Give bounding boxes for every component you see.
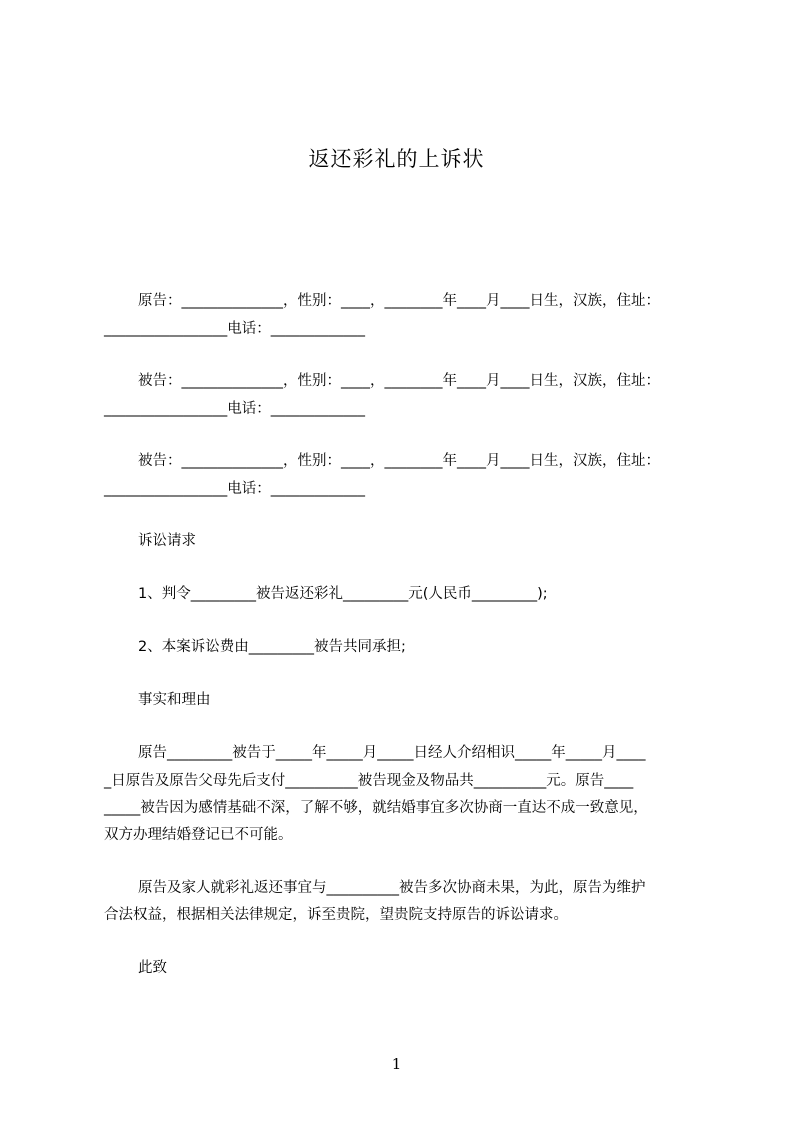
claims-heading: 诉讼请求: [138, 533, 196, 549]
party-line-1: 原告：______________，性别：____，________年____月____日生，汉族，住址：: [138, 293, 660, 309]
paragraph-line: 双方办理结婚登记已不可能。: [104, 827, 293, 843]
page-number: 1: [391, 1055, 402, 1073]
paragraph-line: _____被告因为感情基础不深，了解不够，就结婚事宜多次协商一直达不成一致意见，: [104, 800, 648, 816]
paragraph-line: _日原告及原告父母先后支付__________被告现金及物品共__________元。原告____: [104, 773, 634, 789]
paragraph-line: 合法权益，根据相关法律规定，诉至贵院，望贵院支持原告的诉讼请求。: [104, 907, 568, 923]
party-line-1: 被告：______________，性别：____，________年____月____日生，汉族，住址：: [138, 453, 660, 469]
document-title: 返还彩礼的上诉状: [308, 147, 485, 171]
claim-item-2: 2、本案诉讼费由_________被告共同承担;: [138, 639, 406, 655]
party-line-2: _________________电话：_____________: [104, 321, 365, 337]
paragraph-line: 原告_________被告于_____年_____月_____日经人介绍相识_____年_____月____: [138, 745, 646, 761]
closing-text: 此致: [138, 960, 167, 976]
party-line-2: _________________电话：_____________: [104, 401, 365, 417]
paragraph-line: 原告及家人就彩礼返还事宜与__________被告多次协商未果，为此，原告为维护: [138, 880, 646, 896]
party-line-1: 被告：______________，性别：____，________年____月____日生，汉族，住址：: [138, 373, 660, 389]
facts-heading: 事实和理由: [138, 692, 211, 708]
claim-item-1: 1、判令_________被告返还彩礼_________元(人民币_________);: [138, 586, 548, 602]
party-line-2: _________________电话：_____________: [104, 481, 365, 497]
